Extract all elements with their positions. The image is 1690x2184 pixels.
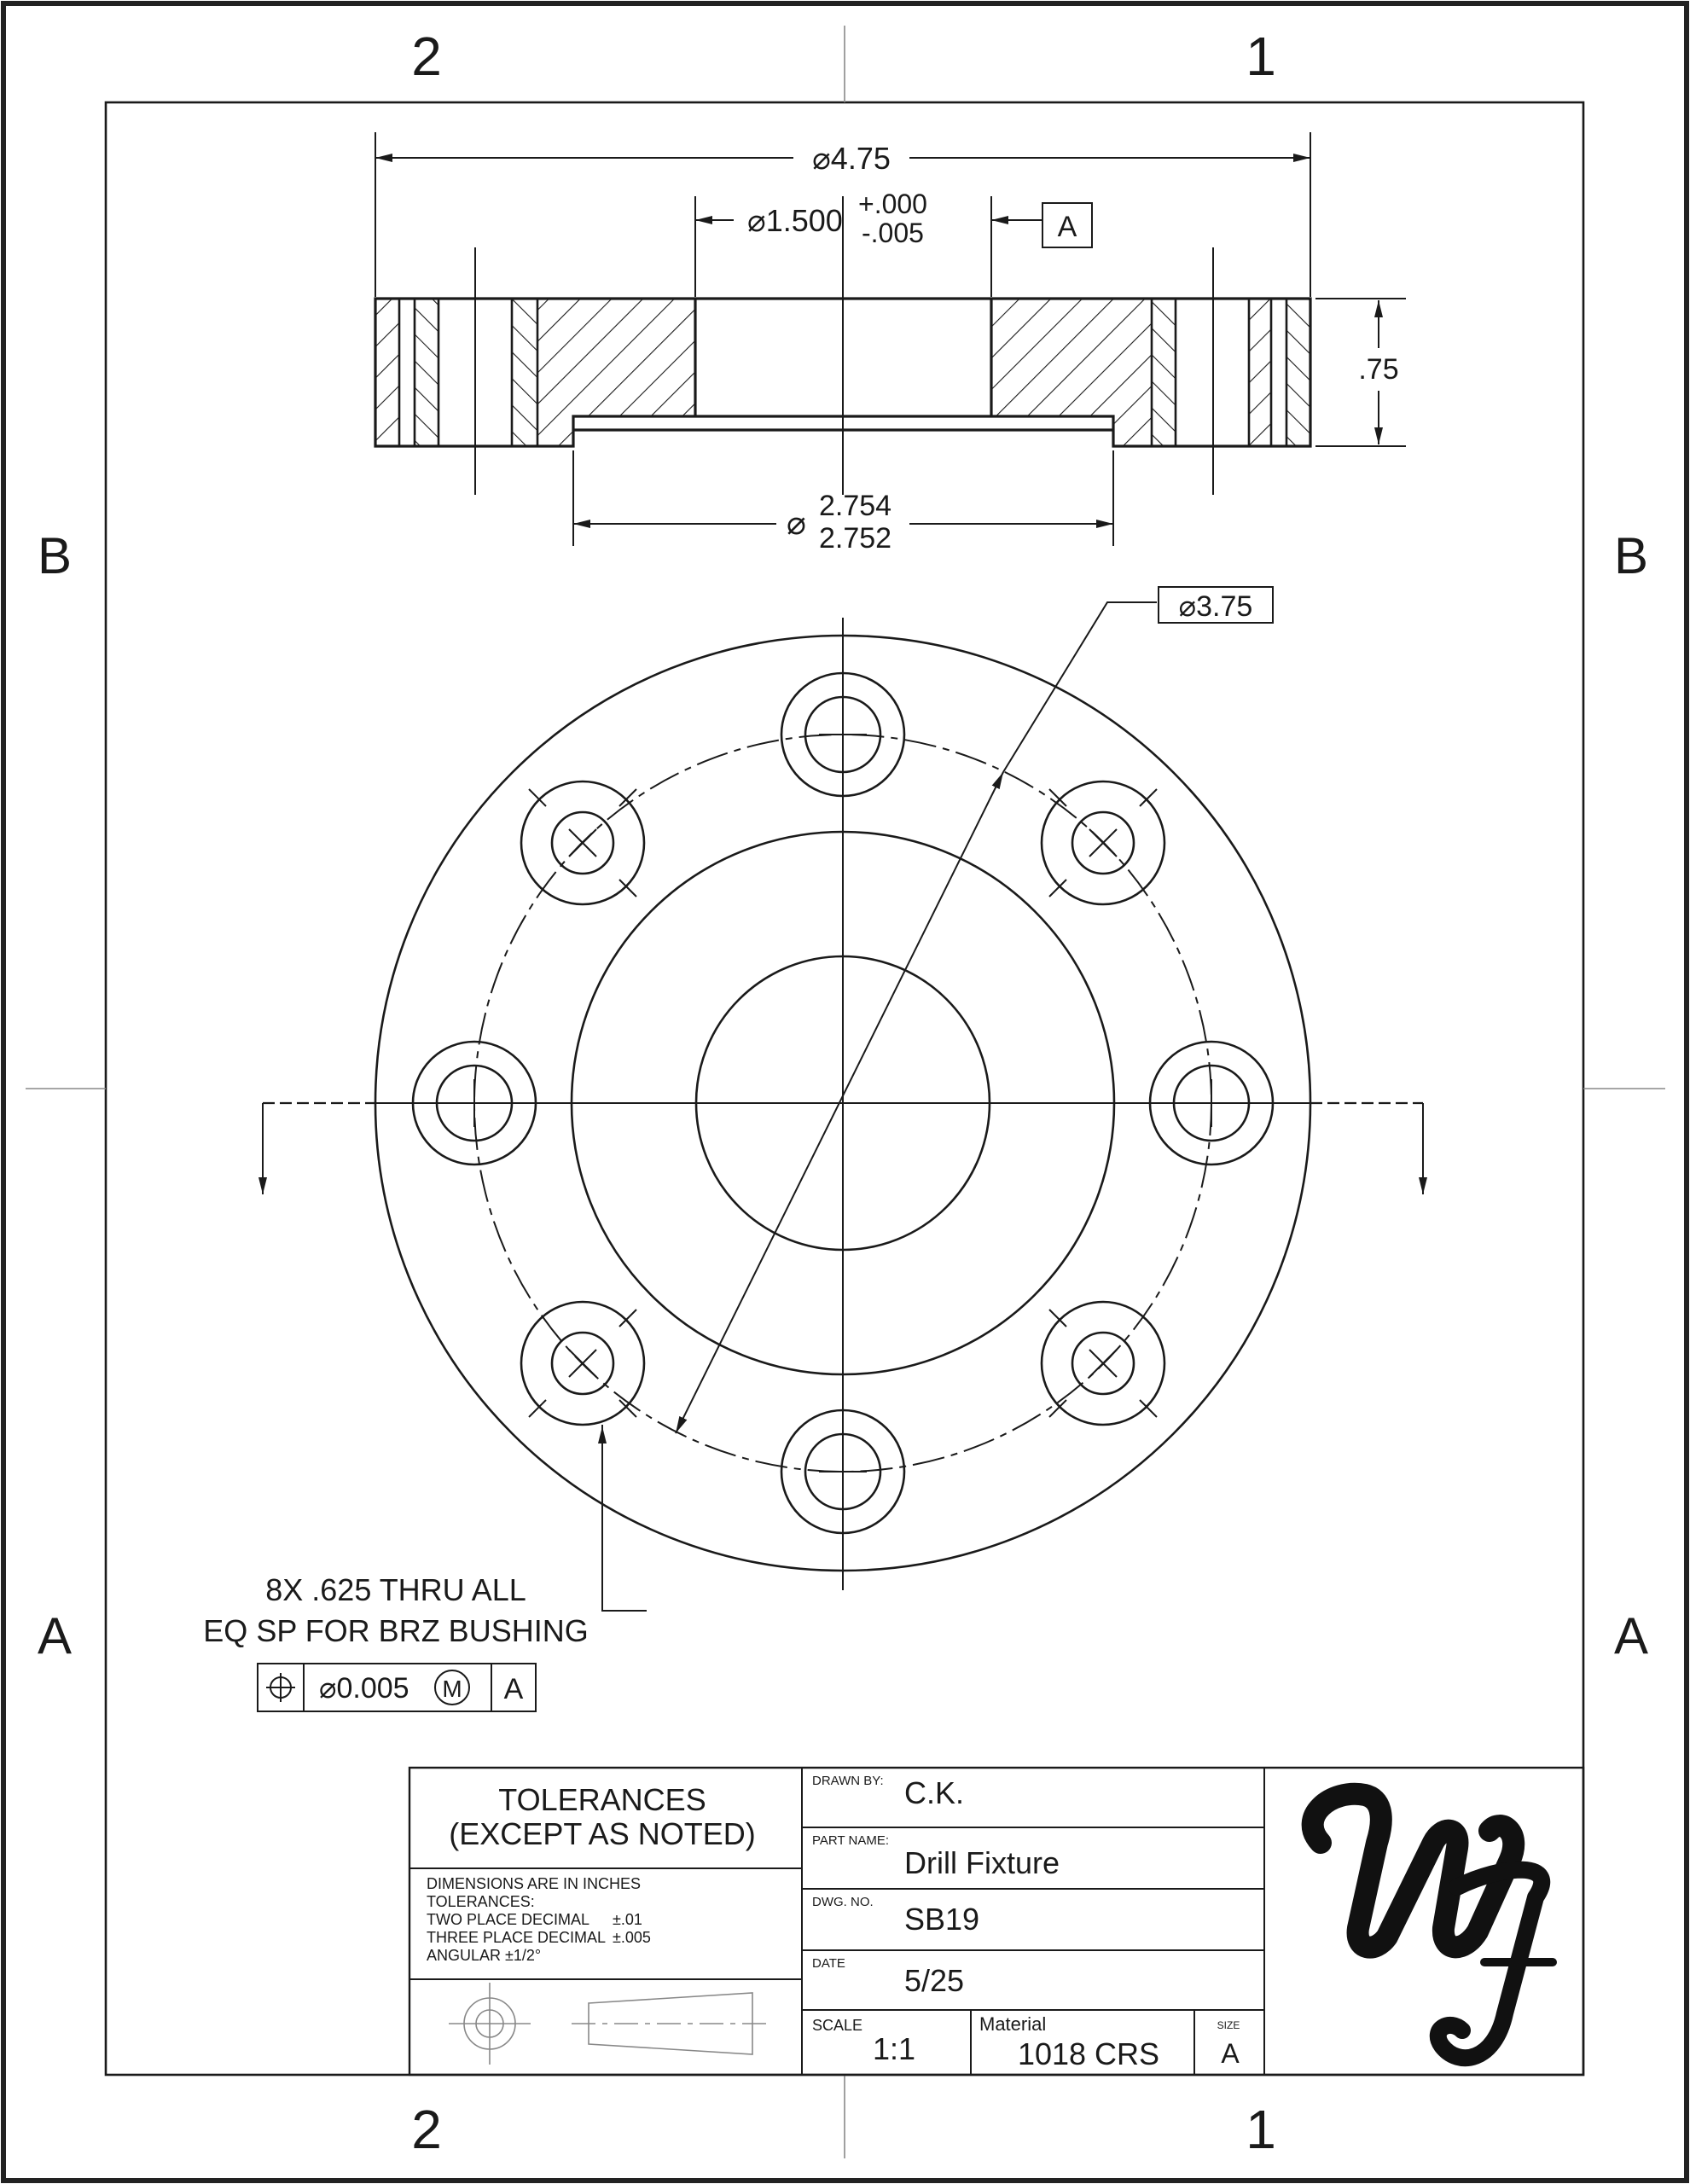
dim-counterbore-lower: 2.752 [819,522,892,555]
material-label: Material [979,2013,1047,2035]
tol-line-1: DIMENSIONS ARE IN INCHES [427,1875,642,1892]
plan-view [203,587,1423,1711]
tol-line-2: TOLERANCES: [427,1893,535,1910]
zone-top-2: 2 [411,26,442,87]
fcf-modifier: M [442,1676,462,1702]
projection-symbol [449,1983,770,2065]
dwg-no-label: DWG. NO. [812,1895,874,1909]
scale: 1:1 [872,2031,916,2066]
zone-right-a: A [1613,1607,1649,1664]
dim-thickness: .75 [1358,353,1399,386]
datum-a-label: A [1057,211,1077,243]
part-name: Drill Fixture [904,1845,1060,1880]
hole-note-line1: 8X .625 THRU ALL [265,1572,526,1607]
hole-note-line2: EQ SP FOR BRZ BUSHING [203,1613,589,1648]
dim-counterbore-upper: 2.754 [819,490,892,522]
fcf-datum: A [503,1673,524,1705]
tol-line-3-label: TWO PLACE DECIMAL [427,1911,590,1928]
title-block [409,1768,1583,2075]
zone-top-1: 1 [1246,26,1276,87]
date: 5/25 [904,1963,965,1998]
section-view [375,132,1406,555]
tol-line-3-value: ±.01 [613,1911,642,1928]
hole-top-left [521,781,644,904]
tol-line-4-label: THREE PLACE DECIMAL [427,1929,607,1946]
hole-top-right [1042,781,1164,904]
dim-bore-tol-upper: +.000 [858,189,927,219]
dim-bore-tol-lower: -.005 [862,218,924,248]
dwg-no: SB19 [904,1902,980,1937]
tol-line-5-value: ±1/2° [505,1947,542,1964]
part-name-label: PART NAME: [812,1833,890,1848]
hole-bottom-left [521,1302,644,1425]
hole-bottom-right [1042,1302,1164,1425]
dim-counterbore-symbol: ⌀ [787,506,806,542]
material: 1018 CRS [1017,2036,1160,2071]
tol-line-4-value: ±.005 [613,1929,651,1946]
zone-bottom-2: 2 [411,2099,442,2160]
dim-bolt-circle: ⌀3.75 [1178,590,1253,623]
company-logo [1313,1794,1553,2058]
zone-left-b: B [37,527,73,584]
tol-line-5-label: ANGULAR [427,1947,502,1964]
tolerances-title-1: TOLERANCES [498,1782,706,1817]
zone-right-b: B [1613,527,1649,584]
dim-bore-diameter: ⌀1.500 [747,203,843,238]
zone-left-a: A [37,1607,73,1664]
dim-overall-diameter: ⌀4.75 [812,141,891,176]
zone-bottom-1: 1 [1246,2099,1276,2160]
drawn-by-label: DRAWN BY: [812,1774,884,1788]
tolerances-title-2: (EXCEPT AS NOTED) [449,1816,756,1851]
size: A [1221,2038,1240,2069]
feature-control-frame [258,1664,536,1711]
scale-label: SCALE [812,2017,863,2034]
fcf-value: ⌀0.005 [319,1672,409,1705]
drawn-by: C.K. [904,1775,965,1810]
date-label: DATE [812,1956,845,1971]
size-label: SIZE [1217,2019,1240,2031]
